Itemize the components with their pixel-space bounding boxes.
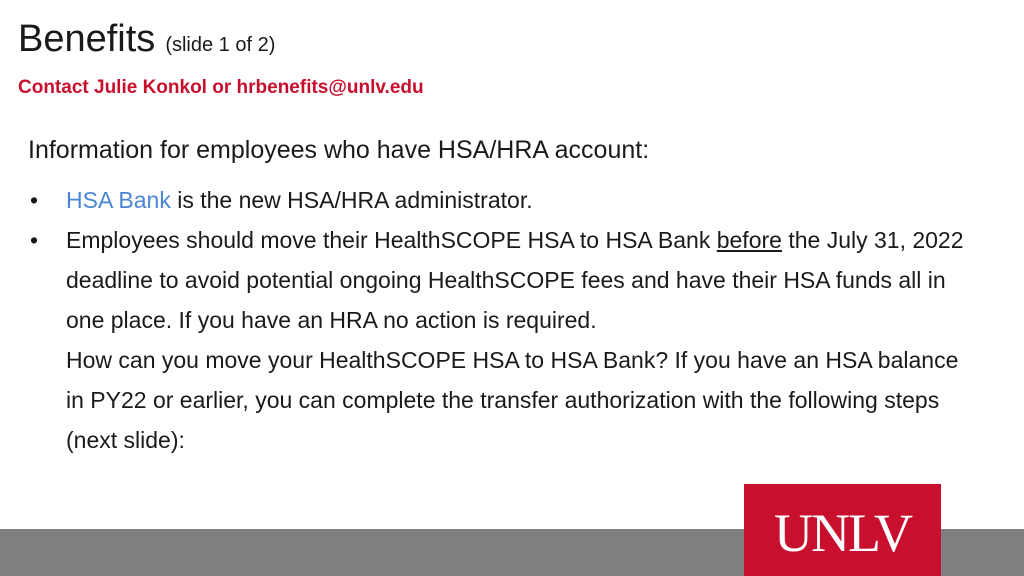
bullet-text: Employees should move their HealthSCOPE HSA to HSA Bank — [66, 227, 717, 253]
bullet-list — [30, 180, 980, 460]
transfer-question-paragraph: How can you move your HealthSCOPE HSA to HSA Bank? If you have an HSA balance in PY22 or earlier, you can complete the transfer authorization with the following steps (next slide): — [66, 347, 959, 453]
hsa-bank-link[interactable]: HSA Bank — [66, 187, 171, 213]
contact-line: Contact Julie Konkol or hrbenefits@unlv.edu — [18, 77, 424, 98]
emphasis-before: before — [716, 227, 782, 253]
bullet-text: is the new HSA/HRA administrator. — [170, 187, 533, 213]
bullet-item-administrator — [30, 180, 980, 220]
bullet-item-transfer — [30, 220, 980, 460]
bullet-marker: • — [30, 187, 39, 213]
bullet-text-continued: the July 31, 2022 deadline to avoid potential ongoing HealthSCOPE fees and have their HSA funds all in one place. If you have an HRA no action is required. — [66, 227, 964, 333]
slide-title — [18, 20, 275, 58]
unlv-logo — [744, 484, 941, 576]
slide-counter: (slide 1 of 2) — [165, 34, 276, 56]
bullet-marker: • — [30, 227, 39, 253]
intro-heading: Information for employees who have HSA/HRA account: — [28, 136, 650, 164]
title-text: Benefits — [18, 18, 156, 60]
logo-wordmark: UNLV — [773, 503, 912, 563]
